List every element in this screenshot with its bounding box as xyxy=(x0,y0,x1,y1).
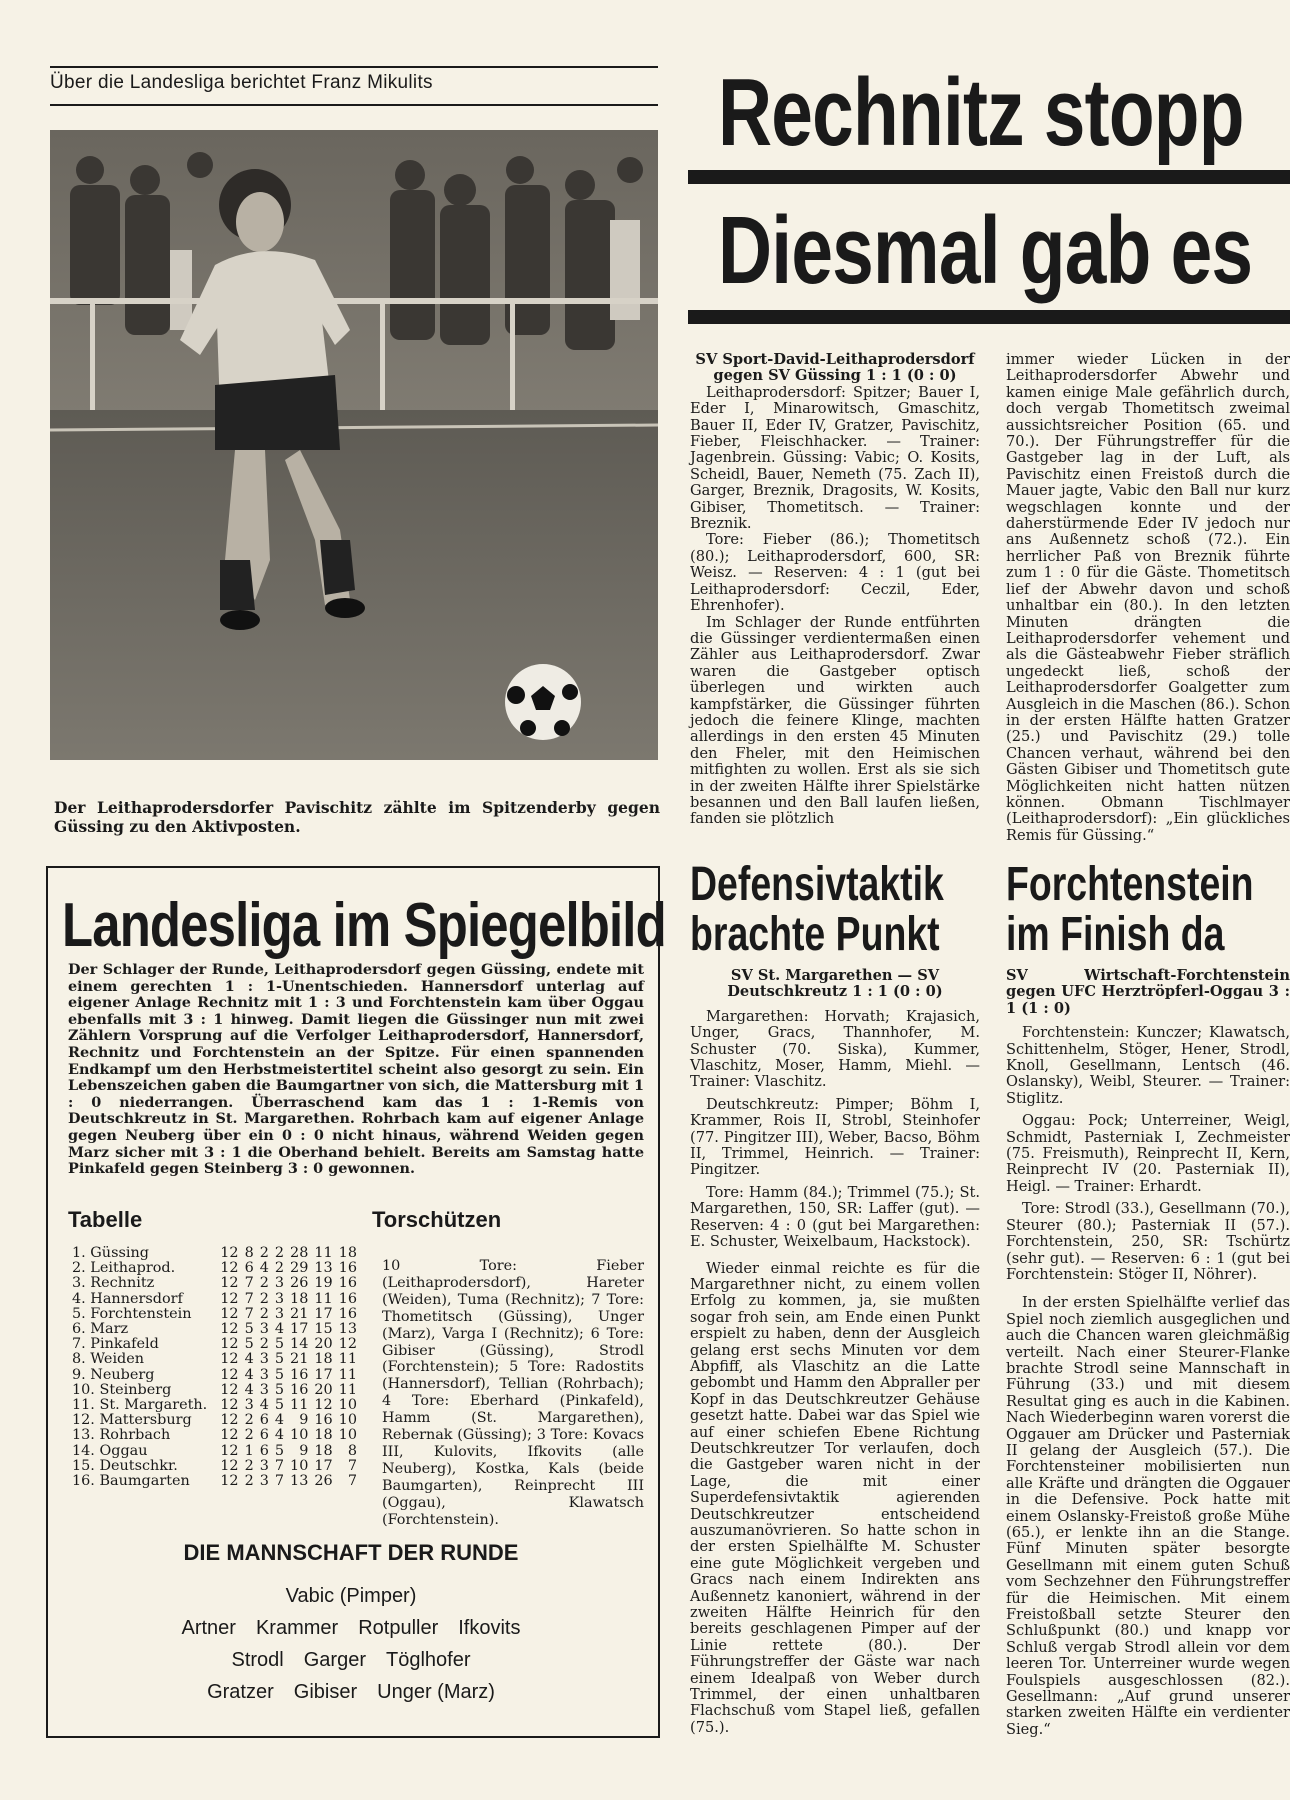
stat-cell: 2 xyxy=(274,1245,285,1261)
report-para-2: immer wieder Lücken in der Leithaprodersdorfer Abwehr und kamen einige Male gefährlich durch, doch vergab Thometitsch zweimal aussichtsreicher Position (65. und 70.). Der Führungstreffer für die Gastgeber lag in der Luft, als Pavischitz einen Freistoß durch die Mauer jagte, Vabic den Ball nur kurz wegschlagen konnte und der daherstürmende Eder IV jedoch nur ans Außennetz schoß (72.). Ein herrlicher Paß von Breznik führte zum 1 : 0 für die Gäste. Thometitsch lief der Abwehr davon und schoß unhaltbar ein (80.). In den letzten Minuten drängten die Leithaprodersdorfer vehement und als die Gästeabwehr Fieber sträflich ungedeckt ließ, schoß der Leithaprodersdorfer Goalgetter zum Ausgleich in die Maschen (86.). Schon in der ersten Hälfte hatten Gratzer (25.) und Pavischitz (29.) tolle Chancen verhaut, während bei den Gästen Gibiser und Thometitsch gute Möglichkeiten nicht hatten nützen können. Obmann Tischlmayer (Leithaprodersdorf): „Ein glückliches Remis für Güssing.“ xyxy=(1006,351,1290,844)
stat-cell: 7 xyxy=(244,1275,254,1292)
stat-cell: 7 xyxy=(274,1473,285,1490)
stat-cell: 4 xyxy=(259,1397,269,1414)
stat-cell: 10 xyxy=(338,1427,357,1444)
stat-cell: 6 xyxy=(259,1412,269,1429)
stat-cell: 28 xyxy=(290,1245,309,1261)
stat-cell: 7 xyxy=(347,1457,357,1474)
stat-cell: 12 xyxy=(220,1427,239,1444)
stat-cell: 16 xyxy=(314,1412,333,1429)
stat-cell: 16 xyxy=(338,1260,357,1277)
stat-cell: 5 xyxy=(274,1442,285,1459)
top-rule xyxy=(50,66,658,68)
stat-cell: 2 xyxy=(244,1473,254,1490)
player-name: Artner xyxy=(181,1617,236,1639)
team-name-cell: 14. Oggau xyxy=(72,1442,148,1459)
standings-table xyxy=(70,1246,360,1489)
stat-cell: 2 xyxy=(244,1457,254,1474)
stat-cell: 8 xyxy=(347,1442,357,1459)
stat-cell: 12 xyxy=(220,1245,239,1261)
headline-2: Diesmal gab es xyxy=(718,197,1253,304)
team-name-cell: 1. Güssing xyxy=(72,1245,149,1261)
stat-cell: 5 xyxy=(274,1381,285,1398)
headline-rule-2 xyxy=(688,310,1290,324)
team-name-cell: 6. Marz xyxy=(72,1321,129,1338)
stat-cell: 12 xyxy=(220,1305,239,1322)
table-title: Tabelle xyxy=(68,1207,143,1232)
stat-cell: 17 xyxy=(314,1457,333,1474)
stat-cell: 16 xyxy=(338,1275,357,1292)
stat-cell: 12 xyxy=(220,1336,239,1353)
stat-cell: 11 xyxy=(290,1397,309,1414)
stat-cell: 2 xyxy=(274,1260,285,1277)
scorers-title: Torschützen xyxy=(372,1207,502,1232)
stat-cell: 10 xyxy=(338,1397,357,1414)
spiegelbild-title: Landesliga im Spiegelbild xyxy=(62,891,666,960)
player-name: Ifkovits xyxy=(458,1617,521,1639)
team-name-cell: 13. Rohrbach xyxy=(72,1427,171,1444)
stat-cell: 13 xyxy=(314,1260,333,1277)
player-name: Krammer xyxy=(255,1617,339,1639)
stat-cell: 4 xyxy=(274,1321,285,1338)
team-row xyxy=(60,1676,642,1708)
stat-cell: 6 xyxy=(259,1427,269,1444)
stat-cell: 3 xyxy=(274,1275,285,1292)
stat-cell: 16 xyxy=(290,1366,309,1383)
stat-cell: 18 xyxy=(314,1442,333,1459)
forchtenstein-headline: Forchtenstein im Finish da xyxy=(1006,858,1254,961)
match-line: SV Sport-David-Leithaprodersdorf gegen SV Güssing 1 : 1 (0 : 0) xyxy=(695,351,975,385)
stat-cell: 18 xyxy=(314,1351,333,1368)
article-main-col1 xyxy=(690,352,980,828)
stat-cell: 5 xyxy=(274,1366,285,1383)
team-title: DIE MANNSCHAFT DER RUNDE xyxy=(183,1540,519,1565)
team-of-round xyxy=(60,1540,642,1708)
table-row xyxy=(70,1459,360,1474)
defensiv-article: SV St. Margarethen — SV Deutschkreutz 1 : 1 (0 : 0) Margarethen: Horvath; Krajasich, Unger, Gracs, Thannhofer, M. Schuster (70. Siska), Kummer, Vlaschitz, Moser, Hamm, Miehl. — Trainer: Vlaschitz. Deutschkreutz: Pimper; Böhm I, Krammer, Rois II, Strobl, Steinhofer (77. Pingitzer III), Weber, Bacso, Böhm II, Trimmel, Heinrich. — Trainer: Pingitzer. Tore: Hamm (84.); Trimmel (75.); St. Margarethen, 150, SR: Laffer (gut). — Reserven: 4 : 0 (gut bei Margarethen: E. Schuster, Weixelbaum, Hackstock). Wieder einmal reichte es für die Margarethner nicht, zu einem vollen Erfolg zu kommen, ja, sie mußten sogar froh sein, am Ende einen Punkt erspielt zu haben, denn der Ausgleich gelang erst sechs Minuten vor dem Abpfiff, als Vlaschitz an die Latte gebombt und Hamm den Abpraller per Kopf in das Deutschkreutzer Gehäuse gesetzt hatte. Dabei war das Spiel wie auf einer schiefen Ebene Richtung Deutschkreutzer Tor verlaufen, doch die Gastgeber waren nicht in der Lage, die mit einer Superdefensivtaktik agierenden Deutschkreutzer entscheidend auszumanövrieren. So hatte schon in der ersten Spielhälfte M. Schuster eine gute Möglichkeit vergeben und Gracs nach einem Indirekten ans Außennetz kanoniert, während in der zweiten Hälfte Heinrich für den bereits geschlagenen Pimper auf der Linie rettete (80.). Der Führungstreffer der Gäste war nach einem Idealpaß von Weber durch Trimmel, der einen unhaltbaren Flachschuß vom Stapel ließ, gefallen (75.). xyxy=(690,967,980,1736)
stat-cell: 4 xyxy=(274,1427,285,1444)
table-row xyxy=(70,1474,360,1489)
stat-cell: 4 xyxy=(244,1351,254,1368)
table-row xyxy=(70,1413,360,1428)
forchtenstein-article: SV Wirtschaft-Forchtenstein gegen UFC Herztröpferl-Oggau 3 : 1 (1 : 0) Forchtenstein: Kunczer; Klawatsch, Schittenhelm, Stöger, Hener, Strodl, Knoll, Gesellmann, Lentsch (46. Oslansky), Weibl, Steurer. — Trainer: Stiglitz. Oggau: Pock; Unterreiner, Weigl, Schmidt, Pasterniak I, Zechmeister (75. Freismuth), Reinprecht II, Kern, Reinprecht IV (20. Pasterniak II), Heigl. — Trainer: Erhardt. Tore: Strodl (33.), Gesellmann (70.), Steurer (80.); Pasterniak II (57.). Forchtenstein, 250, SR: Tschürtz (sehr gut). — Reserven: 6 : 1 (gut bei Forchtenstein: Stöger II, Nöhrer). In der ersten Spielhälfte verlief das Spiel noch ziemlich ausgeglichen und auch die Chancen waren gleichmäßig verteilt. Nach einer Steurer-Flanke brachte Strodl seine Mannschaft in Führung (33.) und mit diesem Resultat ging es auch in die Kabinen. Nach Wiederbeginn waren vorerst die Oggauer am Drücker und Pasterniak II gelang der Ausgleich (57.). Die Forchtensteiner mobilisierten nun alle Kräfte und drängten die Oggauer in die Defensive. Pock hatte mit einem Oslansky-Freistoß große Mühe (65.), er lenkte ihn an die Stange. Fünf Minuten später besorgte Gesellmann mit einem guten Schuß vom Sechzehner den Führungstreffer für die Heimischen. Mit einem Freistoßball setzte Steurer den Schlußpunkt (80.) und knapp vor Schluß vergab Strodl allein vor dem leeren Tor. Unterreiner wurde wegen Foulspiels ausgeschlossen (82.). Gesellmann: „Auf grund unserer starken zweiten Hälfte ein verdienter Sieg.“ xyxy=(1006,967,1290,1738)
stat-cell: 12 xyxy=(220,1366,239,1383)
stat-cell: 10 xyxy=(290,1457,309,1474)
stat-cell: 5 xyxy=(274,1351,285,1368)
stat-cell: 12 xyxy=(220,1275,239,1292)
stat-cell: 12 xyxy=(220,1473,239,1490)
headline-1: Rechnitz stopp xyxy=(718,59,1244,166)
stat-cell: 7 xyxy=(244,1290,254,1307)
table-row xyxy=(70,1292,360,1307)
stat-cell: 3 xyxy=(259,1321,269,1338)
stat-cell: 12 xyxy=(220,1442,239,1459)
stat-cell: 12 xyxy=(314,1397,333,1414)
stat-cell: 3 xyxy=(274,1290,285,1307)
spiegelbild-intro: Der Schlager der Runde, Leithaprodersdorf gegen Güssing, endete mit einem gerechten 1 : 1-Unentschieden. Hannersdorf unterlag auf eigener Anlage Rechnitz mit 1 : 3 und Forchtenstein kam über Oggau ebenfalls mit 3 : 1 hinweg. Damit liegen die Güssinger nun mit zwei Zählern Vorsprung auf die Verfolger Leithaprodersdorf, Hannersdorf, Rechnitz und Forchtenstein an der Spitze. Für einen spannenden Endkampf um den Herbstmeistertitel scheint also gesorgt zu sein. Ein Lebenszeichen gaben die Baumgartner von sich, die Mattersburg mit 1 : 0 niederrangen. Überraschend kam das 1 : 1-Remis von Deutschkreutz in St. Margarethen. Rohrbach kam auf eigener Anlage gegen Neuberg über ein 0 : 0 nicht hinaus, während Weiden gegen Marz sicher mit 3 : 1 die Oberhand behielt. Bereits am Samstag hatte Pinkafeld gegen Steinberg 3 : 0 gewonnen. xyxy=(68,961,644,1178)
table-row xyxy=(70,1368,360,1383)
player-name: Töglhofer xyxy=(386,1649,471,1671)
team-row xyxy=(60,1644,642,1676)
stat-cell: 8 xyxy=(244,1245,254,1261)
stat-cell: 26 xyxy=(314,1473,333,1490)
team-name-cell: 7. Pinkafeld xyxy=(72,1336,159,1353)
stat-cell: 4 xyxy=(244,1381,254,1398)
stat-cell: 12 xyxy=(338,1336,357,1353)
stat-cell: 12 xyxy=(220,1260,239,1277)
stat-cell: 5 xyxy=(274,1336,285,1353)
team-name-cell: 8. Weiden xyxy=(72,1351,145,1368)
football-photo xyxy=(50,130,658,760)
stat-cell: 3 xyxy=(259,1351,269,1368)
stat-cell: 29 xyxy=(290,1260,309,1277)
team-name-cell: 9. Neuberg xyxy=(72,1366,155,1383)
player-name: Vabic (Pimper) xyxy=(285,1585,417,1607)
stat-cell: 12 xyxy=(220,1290,239,1307)
stat-cell: 11 xyxy=(338,1351,357,1368)
stat-cell: 2 xyxy=(259,1275,269,1292)
stat-cell: 12 xyxy=(220,1457,239,1474)
stat-cell: 7 xyxy=(347,1473,357,1490)
stat-cell: 2 xyxy=(259,1305,269,1322)
stat-cell: 20 xyxy=(314,1336,333,1353)
stat-cell: 12 xyxy=(220,1381,239,1398)
stat-cell: 12 xyxy=(220,1321,239,1338)
stat-cell: 1 xyxy=(244,1442,254,1459)
team-name-cell: 2. Leithaprod. xyxy=(72,1260,176,1277)
table-row xyxy=(70,1322,360,1337)
table-row xyxy=(70,1307,360,1322)
article-main-col2 xyxy=(1006,352,1290,842)
stat-cell: 12 xyxy=(220,1397,239,1414)
stat-cell: 2 xyxy=(244,1412,254,1429)
stats: Tore: Fieber (86.); Thometitsch (80.); Leithaprodersdorf, 600, SR: Weisz. — Reserven: 4 : 1 (gut bei Leithaprodersdorf: Ceczil, Eder, Ehrenhofer). xyxy=(690,531,980,615)
stat-cell: 3 xyxy=(259,1381,269,1398)
team-name-cell: 3. Rechnitz xyxy=(72,1275,155,1292)
team-name-cell: 4. Hannersdorf xyxy=(72,1290,183,1307)
scorers-text: 10 Tore: Fieber (Leithaprodersdorf), Hareter (Weiden), Tuma (Rechnitz); 7 Tore: Thometitsch (Güssing), Unger (Marz), Varga I (Rechnitz); 6 Tore: Gibiser (Güssing), Strodl (Forchtenstein); 5 Tore: Radostits (Hannersdorf), Tellian (Rohrbach); 4 Tore: Eberhard (Pinkafeld), Hamm (St. Margarethen), Rebernak (Güssing); 3 Tore: Kovacs III, Kulovits, Ifkovits (alle Neuberg), Kostka, Kals (beide Baumgarten), Reinprecht III (Oggau), Klawatsch (Forchtenstein). xyxy=(382,1258,644,1528)
team-name-cell: 5. Forchtenstein xyxy=(72,1305,192,1322)
stat-cell: 10 xyxy=(290,1427,309,1444)
player-name: Unger (Marz) xyxy=(377,1681,495,1703)
table-row xyxy=(70,1383,360,1398)
stat-cell: 5 xyxy=(244,1321,254,1338)
report-para-1: Im Schlager der Runde entführten die Güssinger verdientermaßen einen Zähler aus Leithaprodersdorf. Zwar waren die Gastgeber optisch überlegen und wirkten auch kampfstärker, die Güssinger führten jedoch die feinere Klinge, machten allerdings in den ersten 45 Minuten den Fheler, mit den Heimischen mitfighten zu wollen. Erst als sie sich in der zweiten Hälfte ihrer Spielstärke besannen und den Ball laufen ließen, fanden sie plötzlich xyxy=(690,613,980,828)
stat-cell: 3 xyxy=(244,1397,254,1414)
stat-cell: 11 xyxy=(338,1366,357,1383)
stat-cell: 18 xyxy=(290,1290,309,1307)
defensiv-headline: Defensivtaktik brachte Punkt xyxy=(690,858,944,961)
stat-cell: 15 xyxy=(314,1321,333,1338)
stat-cell: 7 xyxy=(274,1457,285,1474)
stat-cell: 2 xyxy=(259,1245,269,1261)
stat-cell: 18 xyxy=(338,1245,357,1261)
headline-rule-1 xyxy=(688,170,1290,184)
stat-cell: 16 xyxy=(338,1290,357,1307)
stat-cell: 16 xyxy=(338,1305,357,1322)
byline: Über die Landesliga berichtet Franz Mikulits xyxy=(50,72,433,93)
stat-cell: 3 xyxy=(274,1305,285,1322)
player-name: Gratzer xyxy=(207,1681,274,1703)
stat-cell: 4 xyxy=(259,1260,269,1277)
stat-cell: 26 xyxy=(290,1275,309,1292)
stat-cell: 12 xyxy=(220,1412,239,1429)
team-row xyxy=(60,1580,642,1612)
lineups: Leithaprodersdorf: Spitzer; Bauer I, Eder I, Minarowitsch, Gmaschitz, Bauer II, Eder IV, Gratzer, Pavischitz, Fieber, Fleischhacker. — Trainer: Jagenbrein. Güssing: Vabic; O. Kosits, Scheidl, Bauer, Nemeth (75. Zach II), Garger, Breznik, Dragosits, W. Kosits, Gibiser, Thometitsch. — Trainer: Breznik. xyxy=(690,383,980,533)
stat-cell: 4 xyxy=(274,1412,285,1429)
table-row xyxy=(70,1337,360,1352)
stat-cell: 13 xyxy=(338,1321,357,1338)
stat-cell: 10 xyxy=(338,1412,357,1429)
stat-cell: 14 xyxy=(290,1336,309,1353)
stat-cell: 2 xyxy=(259,1336,269,1353)
stat-cell: 11 xyxy=(314,1245,333,1261)
stat-cell: 9 xyxy=(299,1412,309,1429)
stat-cell: 17 xyxy=(290,1321,309,1338)
ball-icon xyxy=(505,664,581,740)
stat-cell: 18 xyxy=(314,1427,333,1444)
stat-cell: 5 xyxy=(274,1397,285,1414)
stat-cell: 17 xyxy=(314,1366,333,1383)
table-row xyxy=(70,1261,360,1276)
stat-cell: 2 xyxy=(259,1290,269,1307)
team-name-cell: 16. Baumgarten xyxy=(72,1473,190,1490)
stat-cell: 6 xyxy=(244,1260,254,1277)
team-name-cell: 12. Mattersburg xyxy=(72,1412,192,1429)
stat-cell: 20 xyxy=(314,1381,333,1398)
table-row xyxy=(70,1428,360,1443)
table-row xyxy=(70,1398,360,1413)
stat-cell: 13 xyxy=(290,1473,309,1490)
stat-cell: 3 xyxy=(259,1457,269,1474)
stat-cell: 6 xyxy=(259,1442,269,1459)
stat-cell: 2 xyxy=(244,1427,254,1444)
stat-cell: 5 xyxy=(244,1336,254,1353)
team-name-cell: 10. Steinberg xyxy=(72,1381,172,1398)
team-name-cell: 15. Deutschkr. xyxy=(72,1457,178,1474)
table-row xyxy=(70,1246,360,1261)
team-name-cell: 11. St. Margareth. xyxy=(72,1397,208,1414)
stat-cell: 7 xyxy=(244,1305,254,1322)
stat-cell: 16 xyxy=(290,1381,309,1398)
stat-cell: 3 xyxy=(259,1366,269,1383)
stat-cell: 12 xyxy=(220,1351,239,1368)
stat-cell: 9 xyxy=(299,1442,309,1459)
player-name: Garger xyxy=(303,1649,366,1671)
stat-cell: 11 xyxy=(314,1290,333,1307)
byline-rule xyxy=(50,104,658,106)
stat-cell: 17 xyxy=(314,1305,333,1322)
stat-cell: 21 xyxy=(290,1305,309,1322)
stat-cell: 3 xyxy=(259,1473,269,1490)
stat-cell: 4 xyxy=(244,1366,254,1383)
stat-cell: 19 xyxy=(314,1275,333,1292)
table-row xyxy=(70,1276,360,1291)
player-name: Gibiser xyxy=(293,1681,358,1703)
player-name: Strodl xyxy=(231,1649,284,1671)
stat-cell: 11 xyxy=(338,1381,357,1398)
table-row xyxy=(70,1444,360,1459)
stat-cell: 21 xyxy=(290,1351,309,1368)
photo-caption: Der Leithaprodersdorfer Pavischitz zählte im Spitzenderby gegen Güssing zu den Aktivposten. xyxy=(54,798,660,836)
table-row xyxy=(70,1352,360,1367)
player-name: Rotpuller xyxy=(358,1617,439,1639)
team-row xyxy=(60,1612,642,1644)
